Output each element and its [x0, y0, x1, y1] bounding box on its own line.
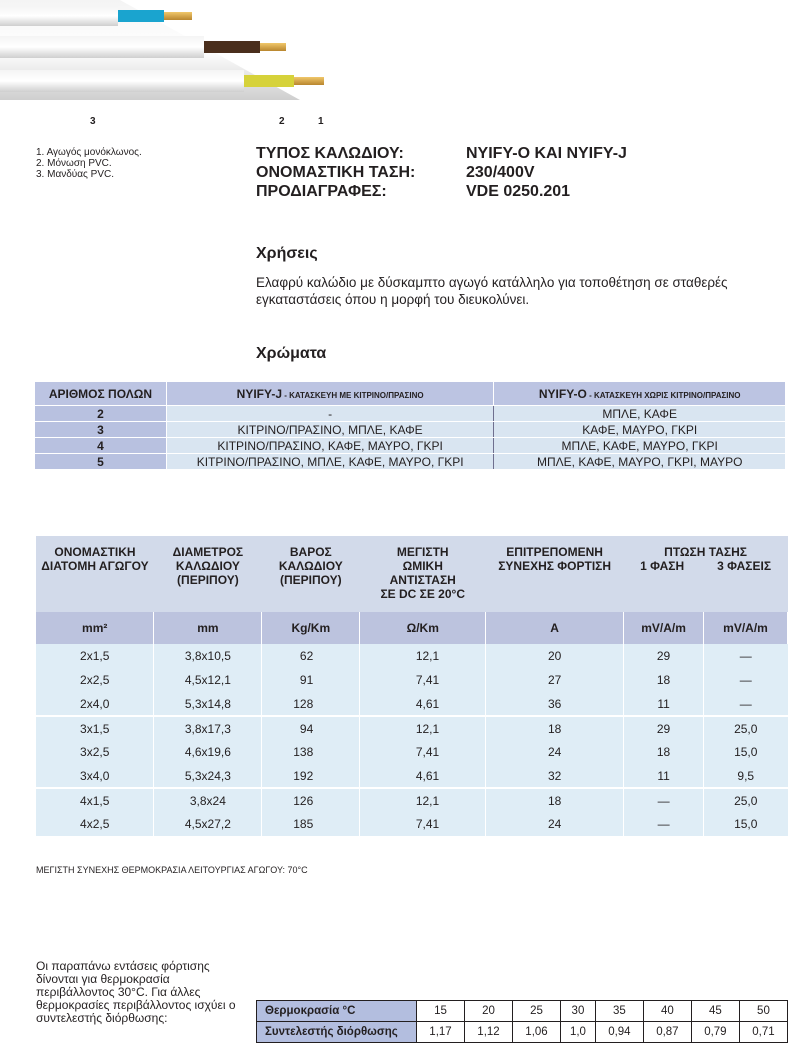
cell-current: 18 [486, 788, 624, 812]
header-section: ΟΝΟΜΑΣΤΙΚΗ ΔΙΑΤΟΜΗ ΑΓΩΓΟΥ [36, 536, 154, 612]
temp-cell: 45 [691, 1001, 739, 1022]
cell-resistance: 7,41 [360, 740, 486, 764]
header-phases [624, 559, 788, 573]
cell-section: 3x4,0 [36, 764, 154, 788]
j-colors-cell: ΚΙΤΡΙΝΟ/ΠΡΑΣΙΝΟ, ΜΠΛΕ, ΚΑΦΕ, ΜΑΥΡΟ, ΓΚΡΙ [166, 454, 494, 470]
cell-resistance: 12,1 [360, 716, 486, 740]
uses-text: Ελαφρύ καλώδιο με δύσκαμπτο αγωγό κατάλληλο για τοποθέτηση σε σταθερές εγκαταστάσεις όπου η μορφή του διευκολύνει. [256, 275, 728, 307]
cell-section: 4x1,5 [36, 788, 154, 812]
table-row [36, 740, 788, 764]
table-row [36, 812, 788, 836]
header-o-main: NYIFY-O [538, 386, 587, 401]
cell-current: 36 [486, 692, 624, 716]
j-colors-cell: - [166, 406, 494, 422]
correction-factor-table [256, 1000, 788, 1043]
units-row [36, 612, 788, 644]
temperature-label: Θερμοκρασία °C [257, 1001, 417, 1022]
factor-cell: 1,0 [561, 1022, 596, 1043]
cell-diameter: 3,8x17,3 [154, 716, 262, 740]
specs-table [36, 536, 788, 836]
unit-cell: Kg/Km [262, 612, 360, 644]
temp-cell: 15 [417, 1001, 465, 1022]
factor-cell: 1,17 [417, 1022, 465, 1043]
temp-cell: 40 [643, 1001, 691, 1022]
factor-cell: 0,94 [595, 1022, 643, 1043]
header-current: ΕΠΙΤΡΕΠΟΜΕΝΗ ΣΥΝΕΧΗΣ ΦΟΡΤΙΣΗ [486, 536, 624, 612]
cell-phase1: 29 [624, 716, 704, 740]
cell-section: 3x2,5 [36, 740, 154, 764]
cell-phase1: — [624, 788, 704, 812]
o-colors-cell: ΜΠΛΕ, ΚΑΦΕ [494, 406, 786, 422]
factor-row [257, 1022, 788, 1043]
cell-current: 32 [486, 764, 624, 788]
header-poles: ΑΡΙΘΜΟΣ ΠΟΛΩΝ [35, 382, 167, 406]
unit-cell: A [486, 612, 624, 644]
cell-phase3: 15,0 [704, 812, 788, 836]
header-nyify-o [494, 382, 786, 406]
header-resistance-l4: ΣΕ DC ΣΕ 20°C [380, 587, 465, 601]
unit-cell: mV/A/m [704, 612, 788, 644]
cell-phase3: 9,5 [704, 764, 788, 788]
cell-phase1: 18 [624, 740, 704, 764]
parts-legend [36, 147, 142, 180]
cell-diameter: 4,6x19,6 [154, 740, 262, 764]
cell-current: 24 [486, 812, 624, 836]
header-o-small: - ΚΑΤΑΣΚΕΥΗ ΧΩΡΙΣ ΚΙΤΡΙΝΟ/ΠΡΑΣΙΝΟ [586, 390, 741, 400]
cell-section: 3x1,5 [36, 716, 154, 740]
cell-phase3: 25,0 [704, 788, 788, 812]
cell-current: 24 [486, 740, 624, 764]
colors-table [34, 381, 786, 470]
cell-diameter: 3,8x10,5 [154, 644, 262, 668]
legend-item: 3. Μανδύας PVC. [36, 169, 114, 180]
cell-phase3: 25,0 [704, 716, 788, 740]
header-voltage-drop [624, 536, 788, 612]
j-colors-cell: ΚΙΤΡΙΝΟ/ΠΡΑΣΙΝΟ, ΚΑΦΕ, ΜΑΥΡΟ, ΓΚΡΙ [166, 438, 494, 454]
temp-cell: 20 [465, 1001, 513, 1022]
legend-item: 1. Αγωγός μονόκλωνος. [36, 147, 142, 158]
header-j-small: - ΚΑΤΑΣΚΕΥΗ ΜΕ ΚΙΤΡΙΝΟ/ΠΡΑΣΙΝΟ [282, 390, 424, 400]
o-colors-cell: ΜΠΛΕ, ΚΑΦΕ, ΜΑΥΡΟ, ΓΚΡΙ, ΜΑΥΡΟ [494, 454, 786, 470]
cell-weight: 128 [262, 692, 360, 716]
cell-phase1: 29 [624, 644, 704, 668]
factor-label: Συντελεστής διόρθωσης [257, 1022, 417, 1043]
legend-item: 2. Μόνωση PVC. [36, 158, 112, 169]
colors-title: Χρώματα [256, 345, 327, 362]
header-nyify-j [166, 382, 494, 406]
cable-illustration [0, 0, 340, 104]
cable-label-3: 3 [90, 116, 96, 127]
factor-cell: 0,71 [739, 1022, 787, 1043]
factor-cell: 0,79 [691, 1022, 739, 1043]
cell-weight: 62 [262, 644, 360, 668]
cell-resistance: 7,41 [360, 668, 486, 692]
temp-cell: 50 [739, 1001, 787, 1022]
header-resistance [360, 536, 486, 612]
cable-label-1: 1 [318, 116, 324, 127]
temperature-row [257, 1001, 788, 1022]
header-resistance-l3: ΑΝΤΙΣΤΑΣΗ [389, 573, 456, 587]
cell-phase3: — [704, 692, 788, 716]
unit-cell: Ω/Km [360, 612, 486, 644]
table-row [36, 644, 788, 668]
cell-diameter: 5,3x24,3 [154, 764, 262, 788]
cell-section: 4x2,5 [36, 812, 154, 836]
header-j-main: NYIFY-J [236, 386, 283, 401]
cell-phase3: — [704, 668, 788, 692]
spec-key: ΟΝΟΜΑΣΤΙΚΗ ΤΑΣΗ: [256, 164, 416, 181]
cell-phase1: — [624, 812, 704, 836]
temp-cell: 35 [595, 1001, 643, 1022]
max-temperature-note: ΜΕΓΙΣΤΗ ΣΥΝΕΧΗΣ ΘΕΡΜΟΚΡΑΣΙΑ ΛΕΙΤΟΥΡΓΙΑΣ ΑΓΩΓΟΥ: 70°C [36, 865, 308, 875]
colors-row [35, 406, 786, 422]
cell-diameter: 5,3x14,8 [154, 692, 262, 716]
factor-cell: 0,87 [643, 1022, 691, 1043]
uses-title: Χρήσεις [256, 245, 318, 262]
brown-core [0, 36, 286, 58]
factor-cell: 1,06 [513, 1022, 561, 1043]
specs-header-row [36, 536, 788, 612]
poles-cell: 2 [35, 406, 167, 422]
spec-row-type [256, 144, 627, 163]
header-resistance-l2: ΩΜΙΚΗ [402, 559, 443, 573]
table-row [36, 668, 788, 692]
ambient-temperature-note: Οι παραπάνω εντάσεις φόρτισης δίνονται για θερμοκρασία περιβάλλοντος 30°C. Για άλλες θερμοκρασίες περιβάλλοντος ισχύει ο συντελεστής διόρθωσης: [36, 959, 236, 1025]
poles-cell: 4 [35, 438, 167, 454]
cell-diameter: 4,5x12,1 [154, 668, 262, 692]
cell-diameter: 4,5x27,2 [154, 812, 262, 836]
spec-value: NYIFY-O ΚΑΙ NYIFY-J [466, 145, 627, 162]
colors-row [35, 438, 786, 454]
temp-cell: 25 [513, 1001, 561, 1022]
cell-current: 18 [486, 716, 624, 740]
unit-cell: mV/A/m [624, 612, 704, 644]
header-phase1: 1 ΦΑΣΗ [640, 559, 685, 573]
spec-row-voltage [256, 163, 627, 182]
cell-weight: 185 [262, 812, 360, 836]
o-colors-cell: ΚΑΦΕ, ΜΑΥΡΟ, ΓΚΡΙ [494, 422, 786, 438]
header-resistance-l1: ΜΕΓΙΣΤΗ [396, 545, 449, 559]
colors-header-row [35, 382, 786, 406]
cell-resistance: 4,61 [360, 692, 486, 716]
poles-cell: 3 [35, 422, 167, 438]
spec-key: ΠΡΟΔΙΑΓΡΑΦΕΣ: [256, 183, 387, 200]
cell-weight: 126 [262, 788, 360, 812]
cell-phase3: — [704, 644, 788, 668]
spec-value: VDE 0250.201 [466, 183, 571, 200]
poles-cell: 5 [35, 454, 167, 470]
spec-grid [256, 144, 627, 201]
unit-cell: mm² [36, 612, 154, 644]
header-phase3: 3 ΦΑΣΕΙΣ [717, 559, 772, 573]
spec-row-standard [256, 182, 627, 201]
cell-current: 27 [486, 668, 624, 692]
cell-weight: 91 [262, 668, 360, 692]
cell-phase1: 11 [624, 764, 704, 788]
header-diameter: ΔΙΑΜΕΤΡΟΣ ΚΑΛΩΔΙΟΥ (ΠΕΡΙΠΟΥ) [154, 536, 262, 612]
cell-phase1: 18 [624, 668, 704, 692]
cell-resistance: 12,1 [360, 788, 486, 812]
spec-key: ΤΥΠΟΣ ΚΑΛΩΔΙΟΥ: [256, 145, 404, 162]
cell-phase3: 15,0 [704, 740, 788, 764]
table-row [36, 716, 788, 740]
cell-resistance: 4,61 [360, 764, 486, 788]
header-vdrop: ΠΤΩΣΗ ΤΑΣΗΣ [664, 545, 747, 559]
cell-diameter: 3,8x24 [154, 788, 262, 812]
cell-section: 2x4,0 [36, 692, 154, 716]
cell-resistance: 12,1 [360, 644, 486, 668]
cell-weight: 94 [262, 716, 360, 740]
table-row [36, 764, 788, 788]
cable-label-2: 2 [279, 116, 285, 127]
cell-resistance: 7,41 [360, 812, 486, 836]
unit-cell: mm [154, 612, 262, 644]
cell-current: 20 [486, 644, 624, 668]
temp-cell: 30 [561, 1001, 596, 1022]
table-row [36, 788, 788, 812]
colors-row [35, 454, 786, 470]
cell-section: 2x2,5 [36, 668, 154, 692]
o-colors-cell: ΜΠΛΕ, ΚΑΦΕ, ΜΑΥΡΟ, ΓΚΡΙ [494, 438, 786, 454]
cell-phase1: 11 [624, 692, 704, 716]
cell-weight: 192 [262, 764, 360, 788]
cell-weight: 138 [262, 740, 360, 764]
colors-row [35, 422, 786, 438]
cell-section: 2x1,5 [36, 644, 154, 668]
blue-core [0, 6, 192, 26]
header-weight: ΒΑΡΟΣ ΚΑΛΩΔΙΟΥ (ΠΕΡΙΠΟΥ) [262, 536, 360, 612]
j-colors-cell: ΚΙΤΡΙΝΟ/ΠΡΑΣΙΝΟ, ΜΠΛΕ, ΚΑΦΕ [166, 422, 494, 438]
table-row [36, 692, 788, 716]
factor-cell: 1,12 [465, 1022, 513, 1043]
spec-value: 230/400V [466, 164, 535, 181]
